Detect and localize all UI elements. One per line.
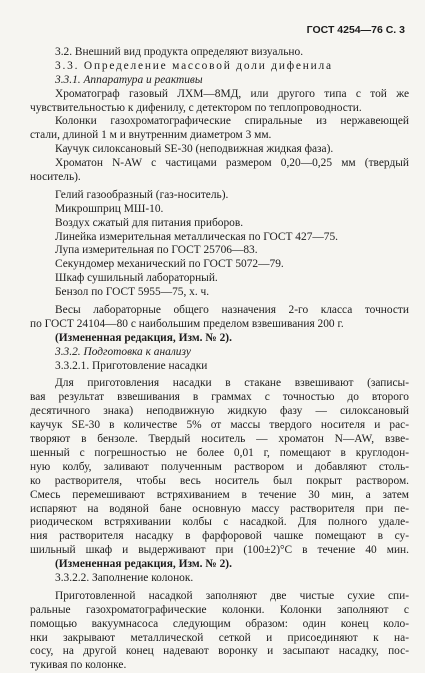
text-line: Для приготовления насадки в стакане взвешивают (записы- [55,377,409,390]
subsection-heading: 3.3.1. Аппаратура и реактивы [55,73,203,86]
text-line: стали, длиной 1 м и внутренним диаметром 3 мм. [30,129,272,142]
text-line: Гелий газообразный (газ-носитель). [55,188,229,201]
text-line: Хроматон N-AW с частицами размером 0,20—0,25 мм (твердый [55,157,409,170]
text-line: шильный шкаф и выдерживают при (100±2)°С в течение 40 мин. [30,544,409,557]
page-header: ГОСТ 4254—76 С. 3 [306,24,405,36]
text-line: испаряют на водяной бане основную массу растворителя при пе- [30,502,409,515]
text-line: Бензол по ГОСТ 5955—75, х. ч. [55,286,210,299]
text-line: Секундомер механический по ГОСТ 5072—79. [55,258,284,271]
revision-note: (Измененная редакция, Изм. № 2). [55,331,232,344]
subsection-heading: 3.3.2. Подготовка к анализу [55,345,191,358]
text-line: Лупа измерительная по ГОСТ 25706—83. [55,244,258,257]
text-line: Весы лабораторные общего назначения 2-го класса точности [55,304,409,317]
text-line: ную колбу, заливают полученным раствором и добавляют столь- [30,460,409,473]
text-line: Линейка измерительная металлическая по ГОСТ 427—75. [55,230,339,243]
text-line: вая результат взвешивания в граммах с точностью до второго [30,391,409,404]
text-line: ко растворителя, чтобы весь носитель был покрыт раствором. [30,474,409,487]
text-line: десятичного знака) неподвижную жидкую фазу — силоксановый [30,405,409,418]
text-line: чувствительностью к дифенилу, с детектором по теплопроводности. [30,101,362,114]
text-line: Воздух сжатый для питания приборов. [55,216,244,229]
text-line: Приготовленной насадкой заполняют две чистые сухие спи- [55,589,409,602]
text-line: Микрошприц МШ-10. [55,202,164,215]
text-line: по ГОСТ 24104—80 с наибольшим пределом взвешивания 200 г. [30,317,344,330]
revision-note: (Измененная редакция, Изм. № 2). [55,558,232,571]
text-line: ния растворителя насадку в фарфоровой чашке помещают в су- [30,530,409,543]
section-heading: 3.3. Определение массовой доли дифенила [55,59,333,72]
text-line: носитель). [30,171,81,184]
subsection-heading: 3.3.2.2. Заполнение колонок. [55,571,194,584]
text-line: помощью вакуумнасоса следующим образом: один конец коло- [30,617,409,630]
text-line: риодическом встряхивании колбы с насадкой. Для полного удале- [30,516,409,529]
text-line: шенный с погрешностью не более 0,01 г, помещают в круглодон- [30,446,409,459]
document-body [30,46,409,673]
text-line: каучук SE-30 в количестве 5% от массы твердого носителя и рас- [30,419,409,432]
subsection-heading: 3.3.2.1. Приготовление насадки [55,359,208,372]
text-line: Каучук силоксановый SE-30 (неподвижная жидкая фаза). [55,143,334,156]
text-line: тукивая по колонке. [30,659,127,672]
text-line: сосу, на другой конец надевают воронку и засыпают насадку, пос- [30,645,409,658]
text-line: творяют в бензоле. Твердый носитель — хроматон N—AW, взве- [30,433,409,446]
text-line: нки закрывают металлической сеткой и присоединяют к на- [30,631,409,644]
text-line: Хроматограф газовый ЛХМ—8МД, или другого типа с той же [55,87,409,100]
text-line: 3.2. Внешний вид продукта определяют визуально. [55,46,304,58]
text-line: ральные газохроматографические колонки. Колонки заполняют с [30,603,409,616]
text-line: Колонки газохроматографические спиральные из нержавеющей [55,115,409,128]
text-line: Шкаф сушильный лабораторный. [55,272,218,285]
text-line: Смесь перемешивают встряхиванием в течение 30 мин, а затем [30,488,409,501]
